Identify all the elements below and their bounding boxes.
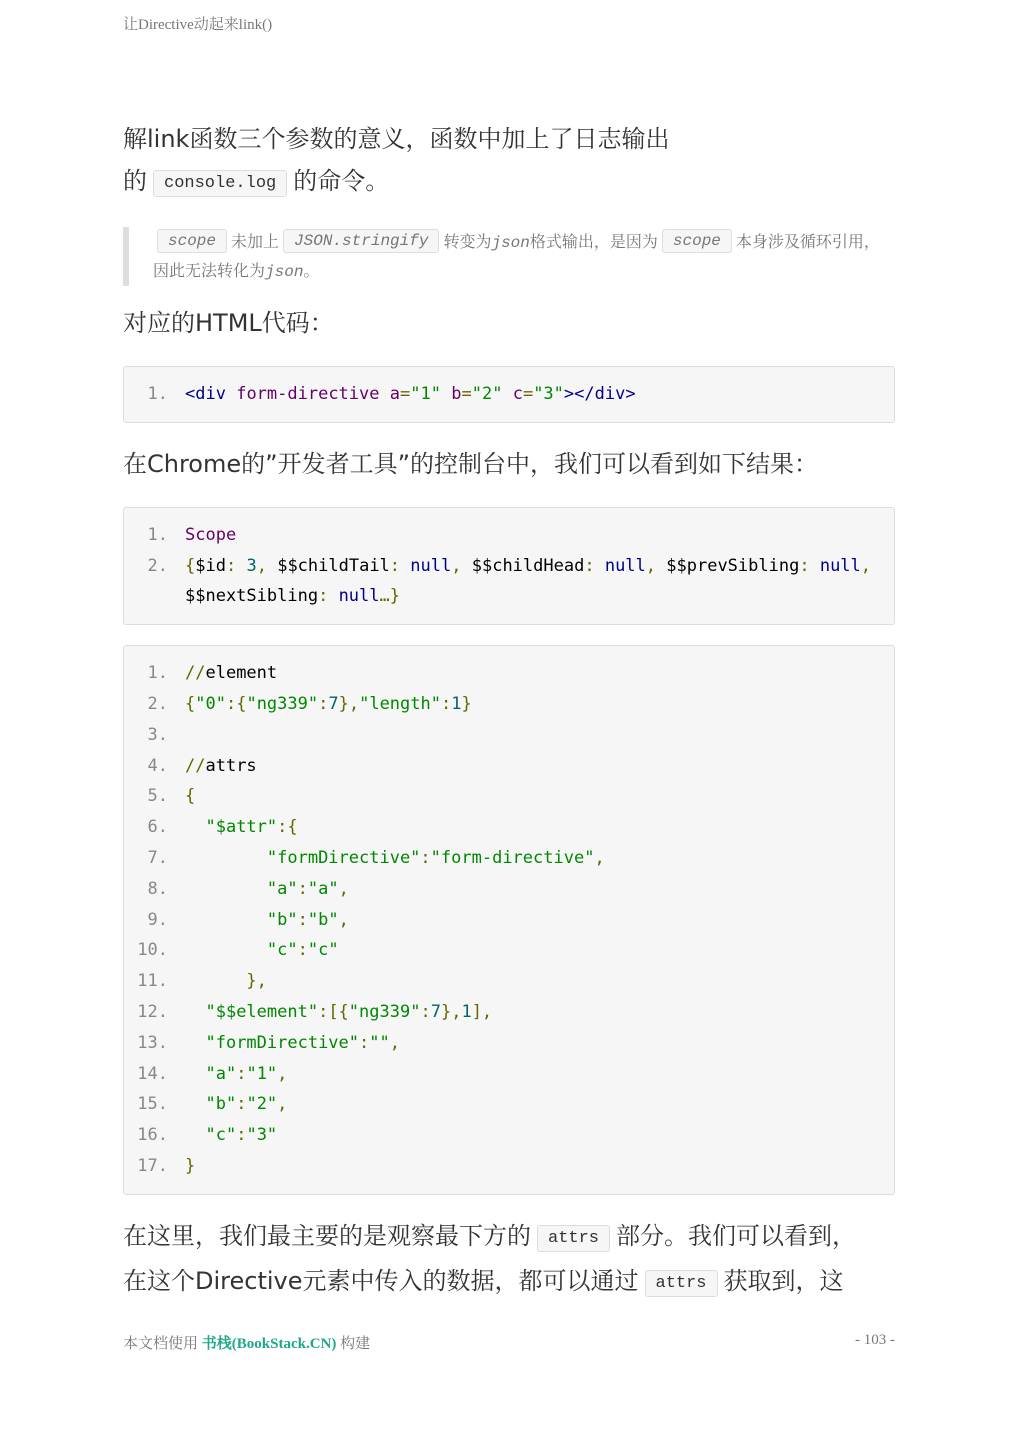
code-block-output: [123, 645, 895, 1195]
running-header: 让Directive动起来link(): [123, 17, 273, 33]
code-line: 9. "b":"b",: [147, 909, 349, 930]
code-line: 1. //element: [147, 663, 278, 684]
code-line: 10. "c":"c": [137, 940, 339, 961]
code-line: 7. "formDirective":"form-directive",: [147, 847, 605, 868]
code-line: 5. {: [147, 786, 196, 807]
bookstack-link[interactable]: 书栈(BookStack.CN): [201, 1336, 337, 1352]
code-line: 2. {"0":{"ng339":7},"length":1}: [147, 693, 472, 714]
code-line: 17. }: [137, 1155, 196, 1176]
code-line: 8. "a":"a",: [147, 878, 349, 899]
page-footer: 本文档使用 书栈(BookStack.CN) 构建 - 103 -: [123, 1332, 895, 1352]
code-line: 14. "a":"1",: [137, 1063, 288, 1084]
code-line: 16. "c":"3": [137, 1125, 278, 1146]
code-block-html: [123, 366, 895, 423]
console-heading: 在Chrome的”开发者工具”的控制台中，我们可以看到如下结果：: [123, 449, 819, 478]
code-line: 12. "$$element":[{"ng339":7},1],: [137, 1001, 493, 1022]
inline-code: attrs: [645, 1270, 718, 1297]
code-block-console: [123, 507, 895, 625]
code-line: 1. <div form-directive a="1" b="2" c="3"></div>: [147, 384, 636, 404]
blockquote-note: scope 未加上 JSON.stringify 转变为json格式输出，是因为 scope 本身涉及循环引用，因此无法转化为json。: [123, 227, 895, 286]
code-line: 13. "formDirective":"",: [137, 1032, 400, 1053]
inline-code: console.log: [153, 170, 287, 197]
code-line: 1. Scope: [147, 524, 237, 545]
document-body: [123, 118, 895, 1305]
code-line: 11. },: [137, 971, 267, 992]
code-line: 6. "$attr":{: [147, 817, 298, 838]
page-number: - 103 -: [855, 1332, 895, 1348]
outro-paragraph: 在这里，我们最主要的是观察最下方的 attrs 部分。我们可以看到， 在这个Directive元素中传入的数据，都可以通过 attrs 获取到，这: [123, 1221, 857, 1295]
code-line: 4. //attrs: [147, 755, 257, 776]
code-line: 2. {$id: 3, $$childTail: null, $$childHead: null, $$prevSibling: null, $$nextSibling: null…}: [147, 555, 872, 607]
code-line: 3.: [147, 724, 168, 745]
code-line: 15. "b":"2",: [137, 1094, 288, 1115]
html-code-heading: 对应的HTML代码：: [123, 309, 334, 337]
inline-code: attrs: [537, 1225, 610, 1252]
intro-paragraph: 解link函数三个参数的意义，函数中加上了日志输出 的 console.log 的命令。: [123, 125, 670, 195]
